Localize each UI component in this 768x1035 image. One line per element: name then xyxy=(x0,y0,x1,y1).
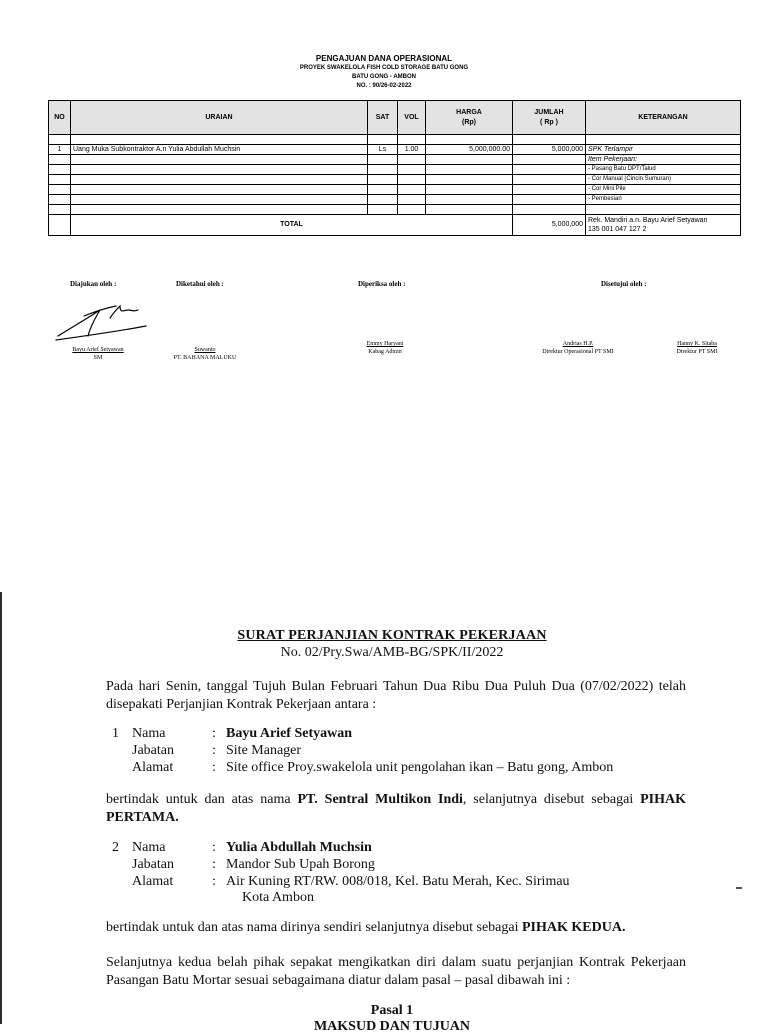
table-row xyxy=(49,155,741,165)
signer-bayu: Bayu Arief Setyawan SM xyxy=(72,347,124,361)
party1-position: Site Manager xyxy=(226,743,302,758)
form-subtitle-project: PROYEK SWAKELOLA FISH COLD STORAGE BATU GONG xyxy=(299,65,469,71)
colon: : xyxy=(212,874,216,889)
cell-ket-2: - Cor Manual (Cincin Sumuran) xyxy=(586,175,741,185)
signature-icon xyxy=(54,296,150,344)
label-jabatan-2: Jabatan xyxy=(132,857,174,872)
party1-statement: bertindak untuk dan atas nama PT. Sentral Multikon Indi, selanjutnya disebut sebagai PIHAK PERTAMA. xyxy=(106,792,687,825)
header-harga: HARGA (Rp) xyxy=(426,101,513,135)
colon: : xyxy=(212,743,216,758)
party2-address-line1: Air Kuning RT/RW. 008/018, Kel. Batu Merah, Kec. Sirimau xyxy=(226,874,570,889)
header-jumlah: JUMLAH ( Rp ) xyxy=(513,101,586,135)
total-row xyxy=(49,215,741,236)
letter-closing: Selanjutnya kedua belah pihak sepakat mengikatkan diri dalam suatu perjanjian Kontrak Pekerjaan Pasangan Batu Mortar sesuai sebagaimana diatur dalam pasal – pasal dibawah ini : xyxy=(106,955,686,988)
cell-item-pekerjaan: Item Pekerjaan: xyxy=(586,155,741,165)
table-row xyxy=(49,185,741,195)
expense-table xyxy=(48,100,741,236)
label-diajukan: Diajukan oleh : xyxy=(70,280,117,288)
scan-mark xyxy=(736,887,742,889)
table-row xyxy=(49,135,741,145)
header-vol: VOL xyxy=(398,101,426,135)
pasal-heading: Pasal 1 xyxy=(370,1003,414,1018)
table-row xyxy=(49,195,741,205)
cell-uraian: Uang Muka Subkontraktor A.n Yulia Abdullah Muchsin xyxy=(71,145,368,155)
form-subtitle-location: BATU GONG - AMBON xyxy=(352,74,416,80)
party1-name: Bayu Arief Setyawan xyxy=(226,726,352,741)
cell-ket-1: - Pasang Batu DPT/Talud xyxy=(586,165,741,175)
total-label: TOTAL xyxy=(71,215,513,236)
party2-position: Mandor Sub Upah Borong xyxy=(226,857,375,872)
header-no: NO xyxy=(49,101,71,135)
letter-number: No. 02/Pry.Swa/AMB-BG/SPK/II/2022 xyxy=(280,645,504,660)
letter-title: SURAT PERJANJIAN KONTRAK PEKERJAAN xyxy=(237,628,547,643)
form-header xyxy=(0,54,768,91)
cell-keterangan: SPK Terlampir xyxy=(586,145,741,155)
party2-number: 2 xyxy=(112,840,119,855)
colon: : xyxy=(212,726,216,741)
cell-vol: 1.00 xyxy=(398,145,426,155)
colon: : xyxy=(212,760,216,775)
cell-no: 1 xyxy=(49,145,71,155)
signer-andrias: Andrias H.P. Direktur Operasional PT SMI xyxy=(542,341,614,355)
cell-sat: Ls xyxy=(368,145,398,155)
contract-letter xyxy=(0,592,768,1034)
letter-intro: Pada hari Senin, tanggal Tujuh Bulan Februari Tahun Dua Ribu Dua Puluh Dua (07/02/2022) telah disepakati Perjanjian Kontrak Pekerjaan antara : xyxy=(106,679,686,712)
label-nama-1: Nama xyxy=(132,726,166,741)
signer-hanny: Hanny K. Sitaba Direktur PT SMI xyxy=(676,341,718,355)
colon: : xyxy=(212,857,216,872)
party1-address: Site office Proy.swakelola unit pengolahan ikan – Batu gong, Ambon xyxy=(226,760,614,775)
cell-jumlah: 5,000,000 xyxy=(513,145,586,155)
pasal-title: MAKSUD DAN TUJUAN xyxy=(313,1019,471,1034)
total-value: 5,000,000 xyxy=(513,215,586,236)
label-alamat-2: Alamat xyxy=(132,874,174,889)
table-row xyxy=(49,145,741,155)
party2-address-line2: Kota Ambon xyxy=(242,890,314,905)
label-nama-2: Nama xyxy=(132,840,166,855)
label-jabatan-1: Jabatan xyxy=(132,743,174,758)
form-number: NO. : 90/26-02-2022 xyxy=(356,83,412,89)
cell-ket-4: - Pembesian xyxy=(586,195,741,205)
cell-harga: 5,000,000.00 xyxy=(426,145,513,155)
header-uraian: URAIAN xyxy=(71,101,368,135)
party2-name: Yulia Abdullah Muchsin xyxy=(226,840,372,855)
party2-statement: bertindak untuk dan atas nama dirinya sendiri selanjutnya disebut sebagai PIHAK KEDUA. xyxy=(106,920,626,935)
bank-account: Rek. Mandiri a.n. Bayu Arief Setyawan 135 001 047 127 2 xyxy=(586,215,741,236)
table-row xyxy=(49,175,741,185)
form-title: PENGAJUAN DANA OPERASIONAL xyxy=(315,54,453,63)
table-row xyxy=(49,205,741,215)
signer-suwanto: Suwanto PT. BAHANA MALUKU xyxy=(173,347,237,361)
cell-ket-3: - Cor Mini Pile xyxy=(586,185,741,195)
label-diketahui: Diketahui oleh : xyxy=(176,280,224,288)
header-sat: SAT xyxy=(368,101,398,135)
party1-number: 1 xyxy=(112,726,119,741)
header-keterangan: KETERANGAN xyxy=(586,101,741,135)
table-header-row xyxy=(49,101,741,135)
label-disetujui: Disetujui oleh : xyxy=(601,280,647,288)
colon: : xyxy=(212,840,216,855)
signer-emmy: Emmy Haryani Kabag Admin xyxy=(366,341,404,355)
table-row xyxy=(49,165,741,175)
label-diperiksa: Diperiksa oleh : xyxy=(358,280,406,288)
label-alamat-1: Alamat xyxy=(132,760,174,775)
